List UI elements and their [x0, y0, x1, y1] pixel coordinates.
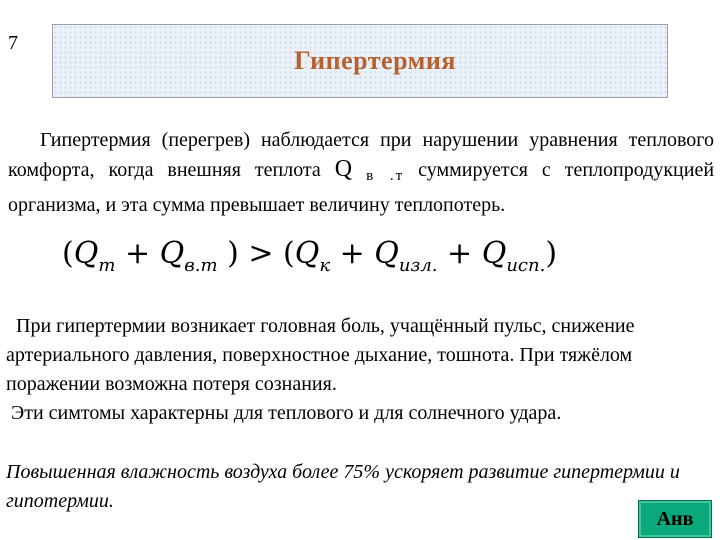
formula-greater-than: ) > (	[227, 236, 295, 271]
intro-text-after: суммируется с теплопродукцией организма, и эта сумма превышает величину теплопотерь.	[8, 159, 715, 216]
heat-subscript: в .т	[366, 168, 405, 184]
heat-symbol: Q	[334, 156, 353, 182]
page-title: Гипертермия	[294, 46, 456, 75]
formula-q: Q	[481, 236, 507, 271]
slide-number: 7	[8, 32, 18, 54]
title-banner	[52, 24, 668, 98]
formula-sub-izl: изл.	[398, 255, 438, 276]
formula-plus: +	[339, 236, 365, 271]
formula-q: Q	[374, 236, 399, 271]
formula-close-paren: )	[545, 236, 558, 271]
formula-q: Q	[73, 236, 99, 271]
symptoms-text: При гипертермии возникает головная боль, учащённый пульс, снижение артериального давления, поверхностное дыхание, тошнота. При тяжёлом поражении возможна потеря сознания.	[6, 315, 635, 395]
nav-button[interactable]: Анв	[638, 500, 712, 538]
symptoms-note: Эти симтомы характерны для теплового и для солнечного удара.	[11, 402, 562, 424]
heat-balance-formula	[62, 236, 557, 276]
formula-plus: +	[124, 236, 151, 271]
formula-plus: +	[447, 236, 473, 271]
formula-q: Q	[294, 236, 320, 271]
formula-q: Q	[159, 236, 185, 271]
formula-sub-isp: исп.	[506, 255, 546, 276]
formula-open-paren: (	[62, 236, 74, 271]
humidity-note: Повышенная влажность воздуха более 75% ускоряет развитие гипертермии и гипотермии.	[6, 461, 680, 512]
formula-sub-k: к	[319, 255, 331, 276]
formula-sub-vt: в.т	[184, 255, 218, 276]
symptoms-paragraph	[6, 312, 712, 428]
intro-paragraph	[8, 126, 714, 220]
formula-sub-m: m	[98, 255, 116, 276]
intro-text-before: Гипертермия (перегрев) наблюдается при нарушении уравнения теплового комфорта, когда внешняя теплота	[8, 129, 714, 181]
